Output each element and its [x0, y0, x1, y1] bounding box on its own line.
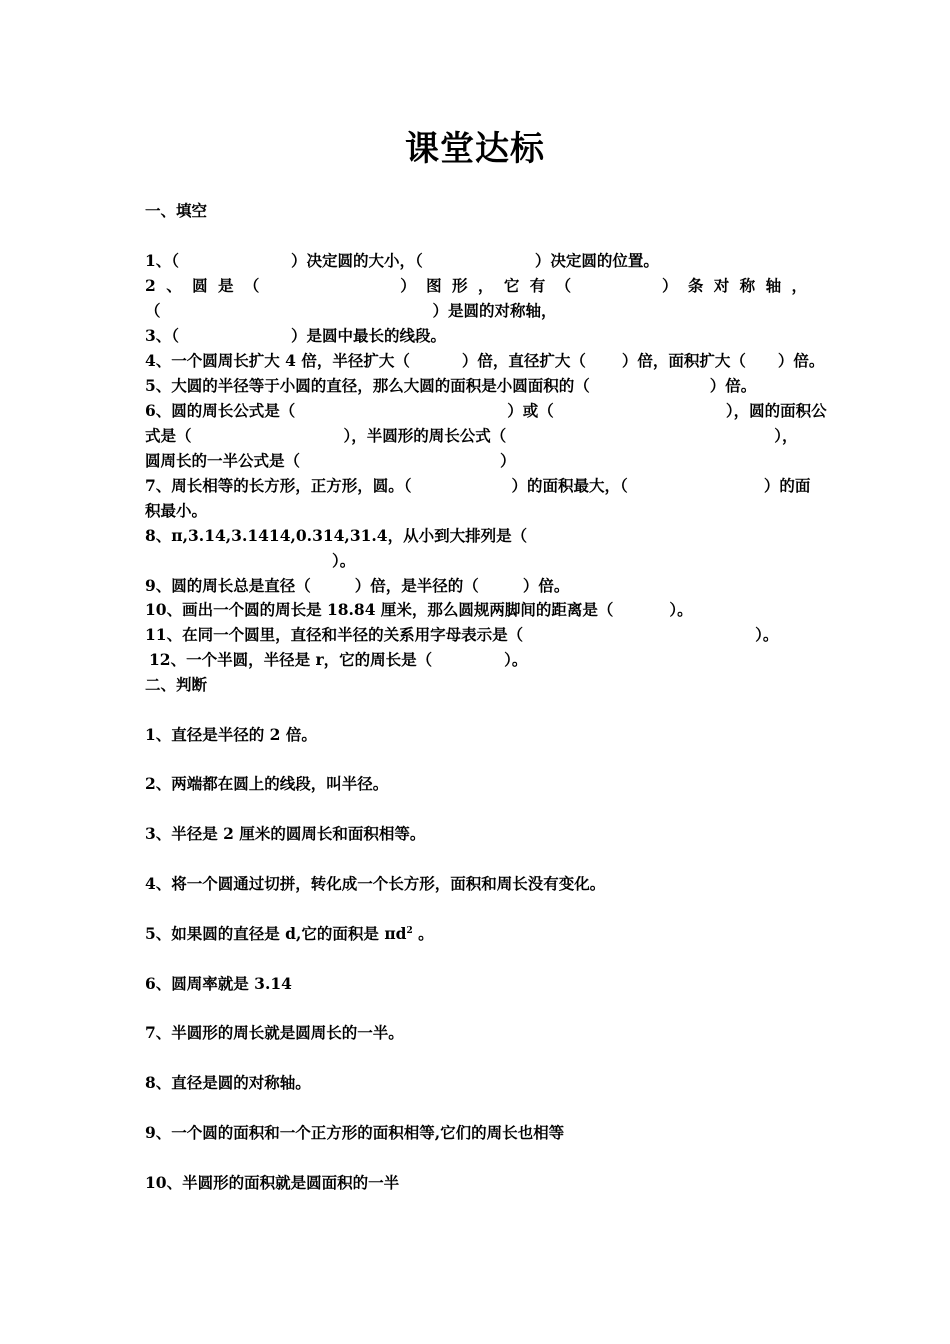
question-10: 10、画出一个圆的周长是 18.84 厘米，那么圆规两脚间的距离是（ ）。: [145, 600, 693, 619]
judgement-item-6: 6、圆周率就是 3.14: [145, 974, 292, 993]
judgement-item-1: 1、直径是半径的 2 倍。: [145, 725, 317, 744]
section-heading-true-false: 二、判断: [145, 675, 208, 694]
judgement-item-10: 10、半圆形的面积就是圆面积的一半: [145, 1173, 400, 1192]
page-title: 课堂达标: [405, 129, 545, 169]
judgement-item-7: 7、半圆形的周长就是圆周长的一半。: [145, 1023, 404, 1042]
question-3: 3、（ ）是圆中最长的线段。: [145, 326, 447, 345]
question-12: 12、一个半圆，半径是 r，它的周长是（ ）。: [149, 650, 528, 669]
judgement-item-5: 5、如果圆的直径是 d,它的面积是 $\pi d^2$ 。: [145, 924, 434, 943]
question-7-line-1: 7、周长相等的长方形，正方形，圆。（ ）的面积最大，（ ）的面: [145, 476, 811, 495]
judgement-item-4: 4、将一个圆通过切拼，转化成一个长方形，面积和周长没有变化。: [145, 874, 606, 893]
question-6-line-1: 6、圆的周长公式是（ ）或（ ），圆的面积公: [145, 401, 827, 420]
question-6-line-3: 圆周长的一半公式是（ ）: [145, 451, 516, 470]
question-5: 5、大圆的半径等于小圆的直径，那么大圆的面积是小圆面积的（ ）倍。: [145, 376, 757, 395]
question-2-line-1: 2 、 圆 是 （ ） 图 形 ， 它 有 （ ） 条 对 称 轴 ，: [145, 274, 807, 298]
question-7-line-2: 积最小。: [145, 501, 208, 520]
question-8-line-1: 8、π,3.14,3.1414,0.314,31.4，从小到大排列是（: [145, 526, 528, 545]
judgement-item-2: 2、两端都在圆上的线段，叫半径。: [145, 774, 389, 793]
blank: [582, 274, 652, 298]
question-2-line-2: （ ）是圆的对称轴，: [145, 301, 557, 320]
question-9: 9、圆的周长总是直径（ ）倍，是半径的（ ）倍。: [145, 576, 570, 595]
question-1: 1、（ ）决定圆的大小，（ ）决定圆的位置。: [145, 251, 659, 270]
question-8-line-2: ）。: [332, 551, 356, 570]
judgement-item-3: 3、半径是 2 厘米的圆周长和面积相等。: [145, 824, 426, 843]
blank: [270, 274, 390, 298]
section-heading-fill-blank: 一、填空: [145, 201, 208, 220]
question-6-line-2: 式是（ ），半圆形的周长公式（ ），: [145, 426, 798, 445]
judgement-item-9: 9、一个圆的面积和一个正方形的面积相等,它们的周长也相等: [145, 1123, 565, 1142]
question-4: 4、一个圆周长扩大 4 倍，半径扩大（ ）倍，直径扩大（ ）倍，面积扩大（ ）倍。: [145, 351, 825, 370]
question-11: 11、在同一个圆里，直径和半径的关系用字母表示是（ ）。: [145, 625, 779, 644]
judgement-item-8: 8、直径是圆的对称轴。: [145, 1073, 311, 1092]
